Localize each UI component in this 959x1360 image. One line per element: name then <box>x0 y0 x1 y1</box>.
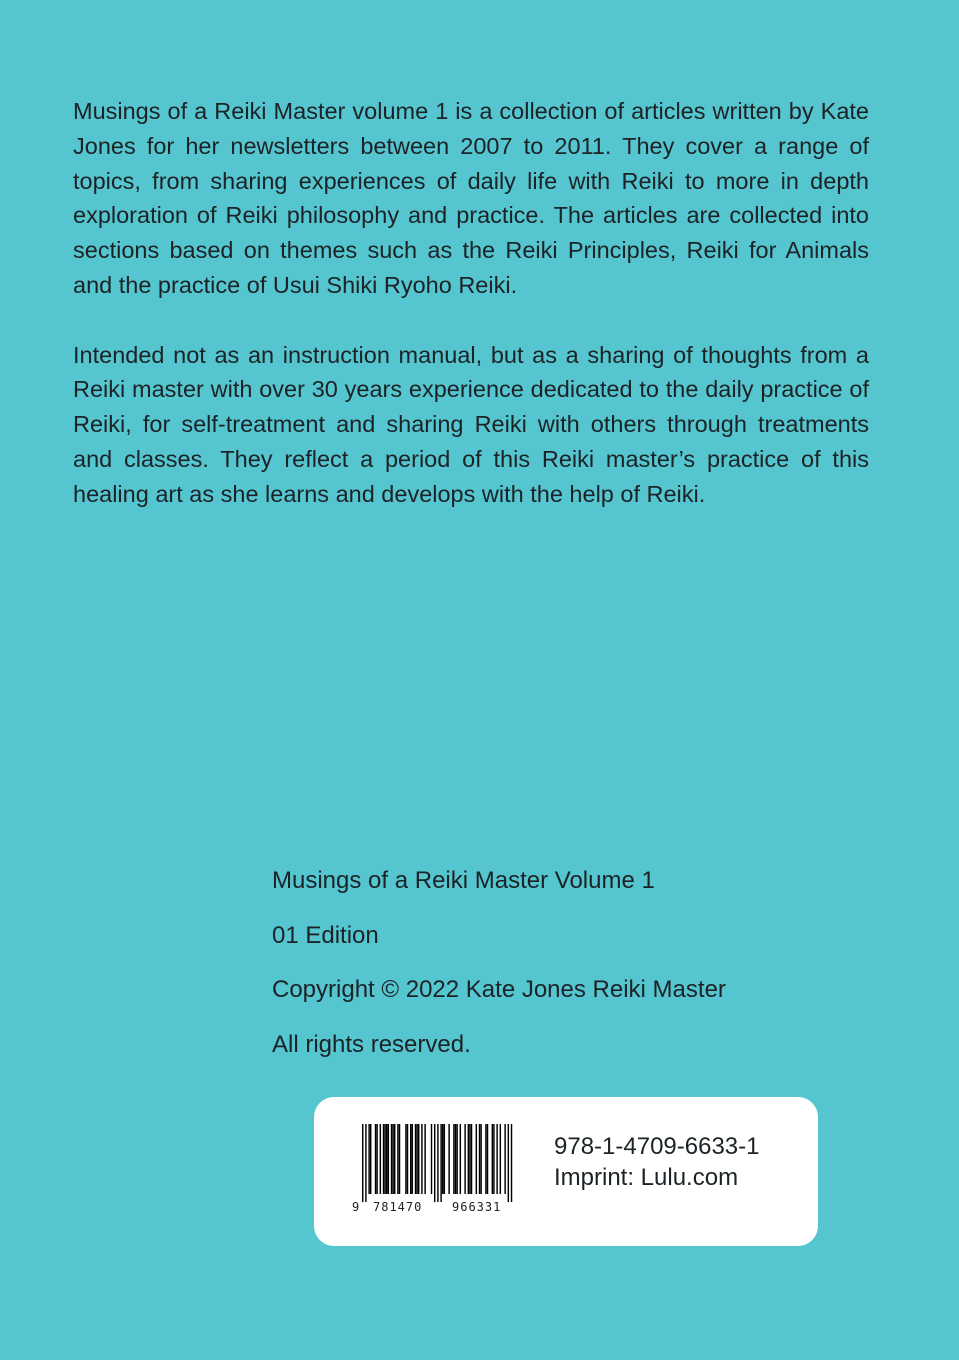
barcode-bar <box>508 1124 509 1202</box>
barcode-bar <box>476 1124 477 1194</box>
barcode-bar <box>368 1124 369 1194</box>
barcode-bar <box>471 1124 472 1194</box>
barcode-bar <box>399 1124 400 1194</box>
barcode-bar <box>386 1124 387 1194</box>
blurb-paragraph: Intended not as an instruction manual, but as a sharing of thoughts from a Reiki master with over 30 years experience dedicated to the daily practice of Reiki, for self-treatment and sharing Reiki with others through treatments and classes. They reflect a period of this Reiki master’s practice of this healing art as she learns and develops with the help of Reiki. <box>73 341 869 507</box>
imprint-text: Imprint: Lulu.com <box>554 1164 739 1191</box>
copyright-text: Copyright © 2022 Kate Jones Reiki Master <box>272 976 726 1003</box>
barcode-bar <box>397 1124 398 1194</box>
barcode-bar <box>415 1124 416 1194</box>
barcode-bar <box>493 1124 494 1194</box>
barcode-bar <box>469 1124 470 1194</box>
barcode-bar <box>410 1124 411 1194</box>
barcode-bar <box>455 1124 456 1194</box>
barcode-bar <box>434 1124 435 1202</box>
barcode-bar <box>444 1124 445 1194</box>
colophon <box>272 863 726 1081</box>
barcode-bar <box>440 1124 441 1202</box>
isbn-info <box>554 1131 760 1193</box>
rights-text: All rights reserved. <box>272 1030 471 1058</box>
barcode-bar <box>492 1124 493 1194</box>
barcode-bar <box>504 1124 505 1194</box>
barcode-bar <box>456 1124 457 1194</box>
book-title: Musings of a Reiki Master Volume 1 <box>272 867 655 894</box>
barcode-bar <box>496 1124 497 1194</box>
barcode-bar <box>487 1124 488 1194</box>
barcode-bar <box>500 1124 501 1194</box>
barcode-bar <box>405 1124 406 1194</box>
barcode-bar <box>394 1124 395 1194</box>
blurb-paragraph: Musings of a Reiki Master volume 1 is a collection of articles written by Kate Jones for her newsletters between 2007 to 2011. They cover a range of topics, from sharing experiences of daily life with Reiki to more in depth exploration of Reiki philosophy and practice. The articles are collected into sections based on themes such as the Reiki Principles, Reiki for Animals and the practice of Usui Shiki Ryoho Reiki. <box>73 98 869 298</box>
barcode-bar <box>479 1124 480 1194</box>
barcode-bar <box>424 1124 425 1194</box>
barcode-bar <box>383 1124 384 1194</box>
barcode-digit-first: 9 <box>352 1200 360 1213</box>
barcode-bar <box>362 1124 363 1202</box>
barcode-bar <box>480 1124 481 1194</box>
barcode-bar <box>418 1124 419 1194</box>
isbn-barcode-panel <box>314 1097 818 1246</box>
barcode-bar <box>511 1124 512 1202</box>
barcode-bar <box>448 1124 449 1194</box>
barcode-bar <box>453 1124 454 1194</box>
barcode-digits-right: 966331 <box>452 1200 502 1213</box>
barcode-digits-left: 781470 <box>373 1200 423 1213</box>
barcode-icon <box>348 1121 528 1213</box>
barcode-bar <box>485 1124 486 1194</box>
isbn-number: 978-1-4709-6633-1 <box>554 1133 760 1160</box>
barcode-bar <box>388 1124 389 1194</box>
barcode-bar <box>442 1124 443 1194</box>
back-cover-blurb <box>73 94 869 546</box>
barcode-bar <box>380 1124 381 1194</box>
barcode-bar <box>431 1124 432 1194</box>
barcode-bar <box>392 1124 393 1194</box>
barcode-bar <box>416 1124 417 1194</box>
barcode-bar <box>384 1124 385 1194</box>
barcode-bar <box>391 1124 392 1194</box>
barcode-bar <box>370 1124 371 1194</box>
barcode-bar <box>421 1124 422 1194</box>
barcode-bar <box>365 1124 366 1202</box>
barcode-bar <box>468 1124 469 1194</box>
barcode-bar <box>464 1124 465 1194</box>
barcode-bar <box>412 1124 413 1194</box>
barcode-bar <box>407 1124 408 1194</box>
barcode-bar <box>460 1124 461 1194</box>
edition-text: 01 Edition <box>272 921 379 949</box>
barcode-bar <box>437 1124 438 1202</box>
barcode-bar <box>376 1124 377 1194</box>
barcode-bar <box>375 1124 376 1194</box>
